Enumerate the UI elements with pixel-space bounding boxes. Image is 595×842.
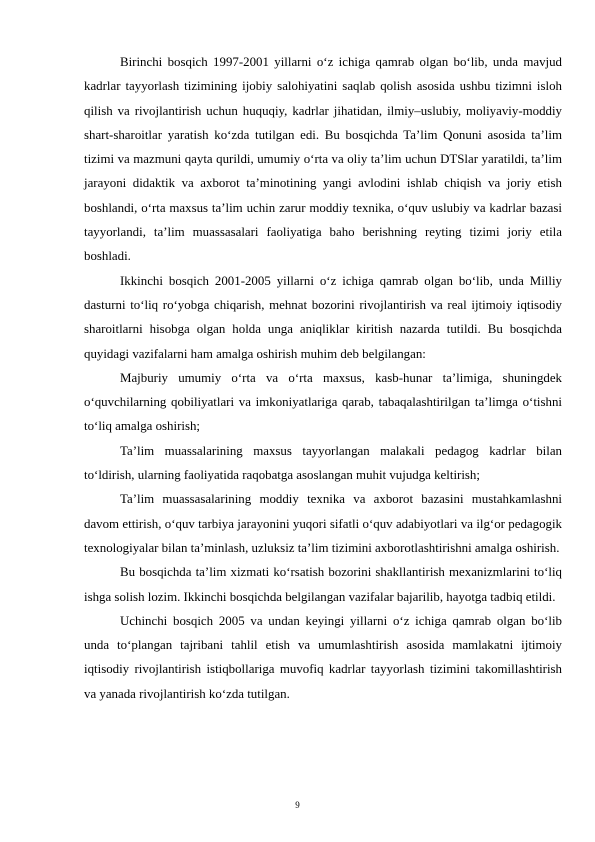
paragraph-teaching-staff: Ta’lim muassalarining maxsus tayyorlangan malakali pedagog kadrlar bilan to‘ldirish, ularning faoliyatida raqobatga asoslangan muhit vujudga keltirish; [84, 443, 562, 483]
document-body [84, 50, 562, 706]
paragraph-compulsory-education: Majburiy umumiy o‘rta va o‘rta maxsus, kasb-hunar ta’limiga, shuningdek o‘quvchilarning qobiliyatlari va imkoniyatlariga qarab, tabaqalashtirilgan ta’limga o‘tishni to‘liq amalga oshirish; [84, 370, 562, 434]
paragraph-third-stage: Uchinchi bosqich 2005 va undan keyingi yillarni o‘z ichiga qamrab olgan bo‘lib unda to‘plangan tajribani tahlil etish va umumlashtirish asosida mamlakatni ijtimoiy iqtisodiy rivojlantirish istiqbollariga muvofiq kadrlar tayyorlash tizimini takomillashtirish va yanada rivojlantirish ko‘zda tutilgan. [84, 613, 562, 701]
paragraph-material-base: Ta’lim muassasalarining moddiy texnika va axborot bazasini mustahkamlashni davom ettirish, o‘quv tarbiya jarayonini yuqori sifatli o‘quv adabiyotlari va ilg‘or pedagogik texnologiyalar bilan ta’minlash, uzluksiz ta’lim tizimini axborotlashtirishni amalga oshirish. [84, 492, 562, 555]
paragraph-education-market: Bu bosqichda ta’lim xizmati ko‘rsatish bozorini shakllantirish mexanizmlarini to‘liq ishga solish lozim. Ikkinchi bosqichda belgilangan vazifalar bajarilib, hayotga tadbiq etildi. [84, 565, 562, 604]
paragraph-second-stage: Ikkinchi bosqich 2001-2005 yillarni o‘z ichiga qamrab olgan bo‘lib, unda Milliy dasturni to‘liq ro‘yobga chiqarish, mehnat bozorini rivojlantirish va real ijtimoiy iqtisodiy sharoitlarni hisobga olgan holda unga aniqliklar kiritish nazarda tutildi. Bu bosqichda quyidagi vazifalarni ham amalga oshirish muhim deb belgilangan: [84, 273, 562, 361]
paragraph-first-stage: Birinchi bosqich 1997-2001 yillarni o‘z ichiga qamrab olgan bo‘lib, unda mavjud kadrlar tayyorlash tizimining ijobiy salohiyatini saqlab qolish asosida ushbu tizimni isloh qilish va rivojlantirish uchun huquqiy, kadrlar jihatidan, ilmiy–uslubiy, moliyaviy-moddiy shart-sharoitlar yaratish ko‘zda tutilgan edi. Bu bosqichda Ta’lim Qonuni asosida ta’lim tizimi va mazmuni qayta qurildi, umumiy o‘rta va oliy ta’lim uchun DTSlar yaratildi, ta’lim jarayoni didaktik va axborot ta’minotining yangi avlodini ishlab chiqish va joriy etish boshlandi, o‘rta maxsus ta’lim uchin zarur moddiy texnika, o‘quv uslubiy va kadrlar bazasi tayyorlandi, ta’lim muassasalari faoliyatiga baho berishning reyting tizimi joriy etila boshladi. [84, 55, 562, 264]
page-number: 9 [295, 800, 300, 810]
